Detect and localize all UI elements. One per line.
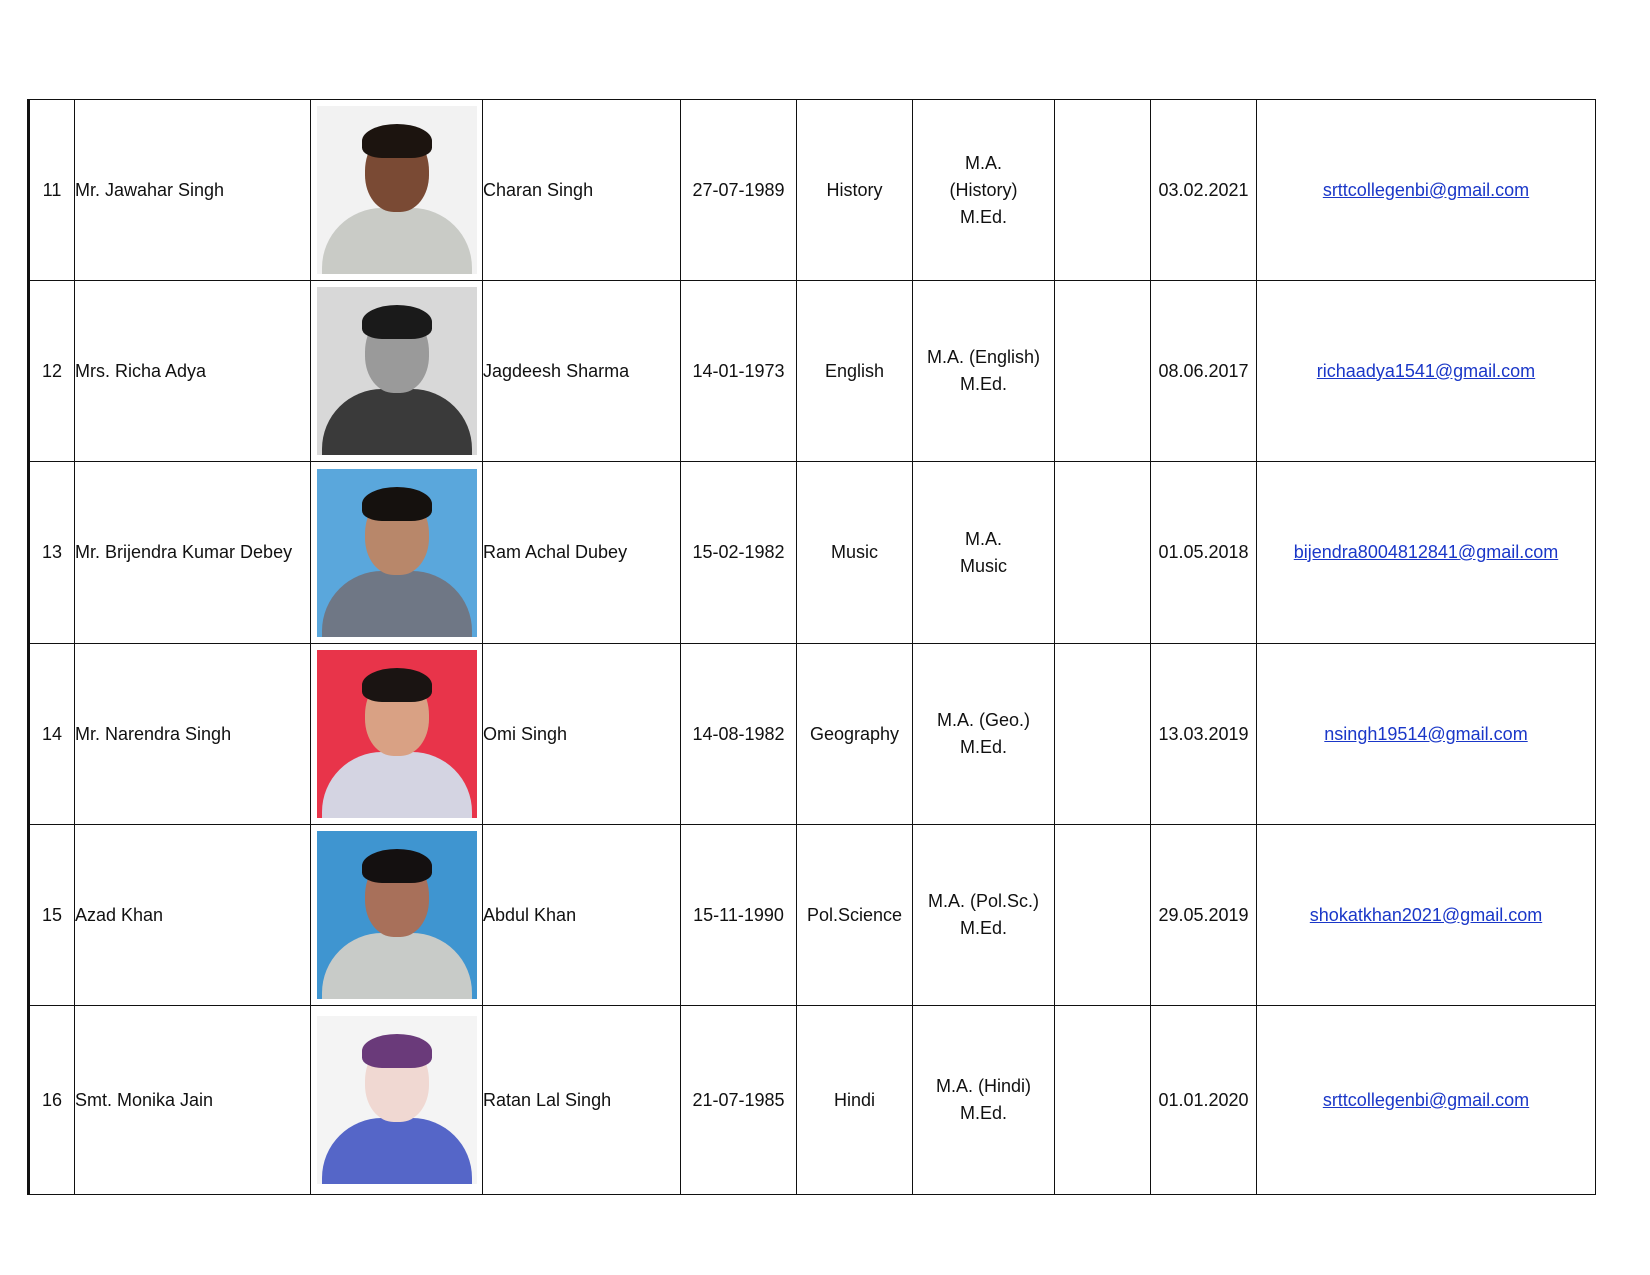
qualification-line: M.A. (Geo.): [936, 710, 1030, 730]
email-link[interactable]: shokatkhan2021@gmail.com: [1309, 904, 1543, 925]
email-link[interactable]: nsingh19514@gmail.com: [1324, 723, 1528, 744]
email-link[interactable]: srttcollegenbi@gmail.com: [1322, 179, 1530, 200]
qualification-line: Music: [959, 555, 1007, 576]
joining-date: 08.06.2017: [1151, 281, 1257, 462]
photo-cell: [311, 644, 483, 825]
qualification-line: M.A. (Pol.Sc.): [927, 891, 1039, 911]
date-of-birth: 14-01-1973: [681, 281, 797, 462]
table-row: [29, 1006, 1596, 1195]
father-name: Jagdeesh Sharma: [483, 281, 681, 462]
teacher-name: Mr. Narendra Singh: [75, 644, 311, 825]
subject: Music: [797, 462, 913, 644]
table-row: [29, 644, 1596, 825]
email-cell: [1257, 462, 1596, 644]
email-cell: [1257, 644, 1596, 825]
serial-number: 15: [29, 825, 75, 1006]
table-body: [29, 100, 1596, 1195]
date-of-birth: 21-07-1985: [681, 1006, 797, 1195]
serial-number: 14: [29, 644, 75, 825]
email-cell: [1257, 281, 1596, 462]
subject: English: [797, 281, 913, 462]
qualification: [913, 644, 1055, 825]
qualification-line: (History): [949, 179, 1018, 200]
photo-cell: [311, 1006, 483, 1195]
serial-number: 13: [29, 462, 75, 644]
table-row: [29, 281, 1596, 462]
father-name: Charan Singh: [483, 100, 681, 281]
qualification: [913, 462, 1055, 644]
joining-date: 03.02.2021: [1151, 100, 1257, 281]
table-row: [29, 462, 1596, 644]
teacher-name: Mrs. Richa Adya: [75, 281, 311, 462]
joining-date: 29.05.2019: [1151, 825, 1257, 1006]
father-name: Ratan Lal Singh: [483, 1006, 681, 1195]
subject: Geography: [797, 644, 913, 825]
qualification-line: M.Ed.: [959, 918, 1007, 938]
teacher-name: Azad Khan: [75, 825, 311, 1006]
date-of-birth: 27-07-1989: [681, 100, 797, 281]
photo-cell: [311, 281, 483, 462]
date-of-birth: 15-11-1990: [681, 825, 797, 1006]
qualification-line: M.A.: [964, 528, 1002, 549]
teacher-name: Smt. Monika Jain: [75, 1006, 311, 1195]
portrait-photo-icon: [317, 831, 477, 999]
email-cell: [1257, 100, 1596, 281]
qualification: [913, 100, 1055, 281]
qualification-line: M.Ed.: [959, 737, 1007, 757]
father-name: Ram Achal Dubey: [483, 462, 681, 644]
email-link[interactable]: bijendra8004812841@gmail.com: [1293, 542, 1559, 562]
subject: Pol.Science: [797, 825, 913, 1006]
date-of-birth: 14-08-1982: [681, 644, 797, 825]
staff-table: [27, 99, 1596, 1195]
table-row: [29, 100, 1596, 281]
joining-date: 01.01.2020: [1151, 1006, 1257, 1195]
serial-number: 16: [29, 1006, 75, 1195]
subject: Hindi: [797, 1006, 913, 1195]
portrait-photo-icon: [317, 650, 477, 818]
qualification-line: M.Ed.: [959, 374, 1007, 394]
blank-cell: [1055, 644, 1151, 825]
table-row: [29, 825, 1596, 1006]
qualification: [913, 281, 1055, 462]
qualification-line: M.Ed.: [959, 1103, 1007, 1123]
subject: History: [797, 100, 913, 281]
father-name: Abdul Khan: [483, 825, 681, 1006]
serial-number: 11: [29, 100, 75, 281]
teacher-name: Mr. Jawahar Singh: [75, 100, 311, 281]
photo-cell: [311, 100, 483, 281]
portrait-photo-icon: [317, 106, 477, 274]
date-of-birth: 15-02-1982: [681, 462, 797, 644]
qualification-line: M.A. (English): [926, 347, 1041, 367]
joining-date: 13.03.2019: [1151, 644, 1257, 825]
portrait-photo-icon: [317, 1016, 477, 1184]
father-name: Omi Singh: [483, 644, 681, 825]
qualification-line: M.A.: [964, 152, 1002, 173]
photo-cell: [311, 825, 483, 1006]
photo-cell: [311, 462, 483, 644]
portrait-photo-icon: [317, 469, 477, 637]
email-link[interactable]: srttcollegenbi@gmail.com: [1322, 1089, 1530, 1110]
joining-date: 01.05.2018: [1151, 462, 1257, 644]
qualification-line: M.A. (Hindi): [935, 1076, 1031, 1096]
email-link[interactable]: richaadya1541@gmail.com: [1316, 360, 1536, 381]
portrait-photo-icon: [317, 287, 477, 455]
email-cell: [1257, 825, 1596, 1006]
blank-cell: [1055, 100, 1151, 281]
blank-cell: [1055, 1006, 1151, 1195]
blank-cell: [1055, 825, 1151, 1006]
blank-cell: [1055, 462, 1151, 644]
teacher-name: Mr. Brijendra Kumar Debey: [75, 462, 311, 644]
blank-cell: [1055, 281, 1151, 462]
email-cell: [1257, 1006, 1596, 1195]
qualification: [913, 825, 1055, 1006]
serial-number: 12: [29, 281, 75, 462]
qualification: [913, 1006, 1055, 1195]
qualification-line: M.Ed.: [959, 206, 1007, 227]
